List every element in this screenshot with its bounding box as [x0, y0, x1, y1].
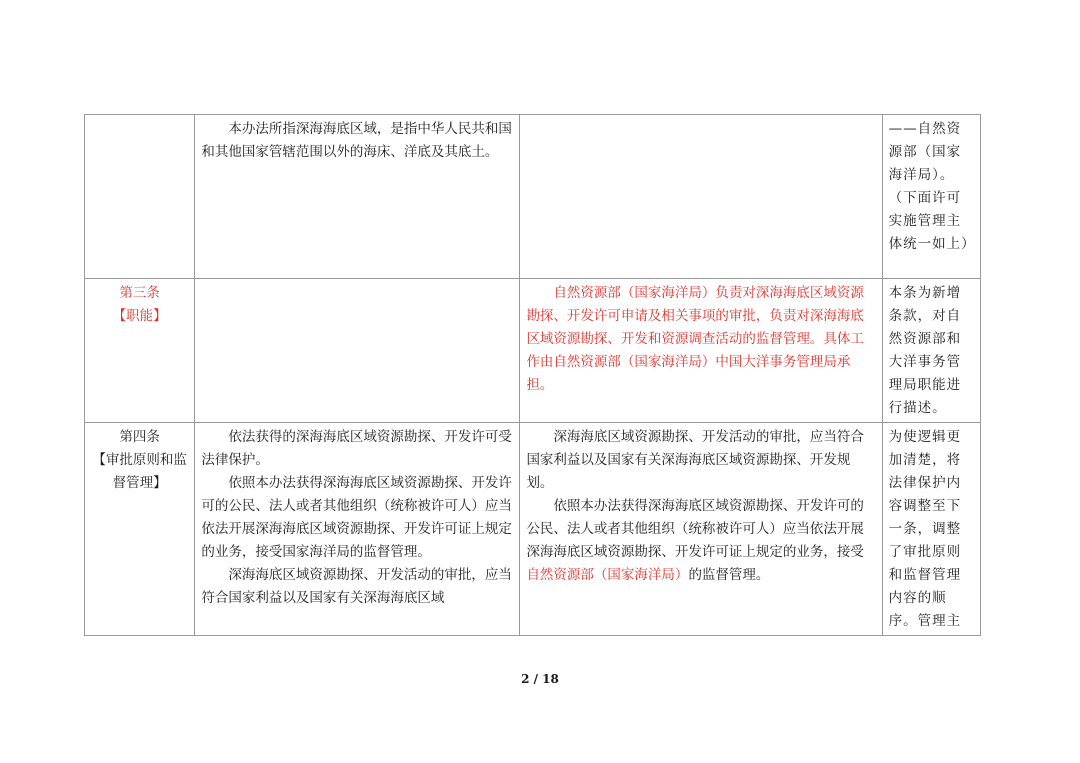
- article-cell: [85, 115, 195, 279]
- original-paragraph: 本办法所指深海海底区域，是指中华人民共和国和其他国家管辖范围以外的海床、洋底及其底土。: [201, 121, 512, 160]
- table-row: [85, 279, 981, 423]
- comparison-table: [84, 114, 981, 636]
- note-text: ——自然资源部（国家海洋局）。（下面许可实施管理主体统一如上）: [888, 121, 976, 252]
- article-number: 第四条: [119, 429, 160, 445]
- revised-paragraph: [526, 495, 875, 587]
- original-text-cell: [195, 423, 520, 636]
- table-row: [85, 115, 981, 279]
- page-number: 2 / 18: [521, 672, 559, 686]
- note-text: 为使逻辑更加清楚，将法律保护内容调整至下一条，调整了审批原则和监督管理内容的顺序。管理主: [888, 429, 962, 629]
- original-paragraph: 依法获得的深海海底区域资源勘探、开发许可受法律保护。: [201, 429, 512, 468]
- note-cell: [882, 423, 980, 636]
- original-text-cell: [195, 115, 520, 279]
- note-cell: [882, 115, 980, 279]
- revised-paragraph: 深海海底区域资源勘探、开发活动的审批，应当符合国家利益以及国家有关深海海底区域资源勘探、开发规划。: [526, 429, 864, 491]
- revised-text-cell: [520, 279, 882, 423]
- revised-text-cell: [520, 423, 882, 636]
- article-cell: [85, 279, 195, 423]
- table-row: [85, 423, 981, 636]
- note-text: 本条为新增条款，对自然资源部和大洋事务管理局职能进行描述。: [888, 285, 962, 416]
- revised-text-cell: [520, 115, 882, 279]
- article-title: 【职能】: [112, 308, 167, 324]
- original-text-cell: [195, 279, 520, 423]
- original-paragraph: 依照本办法获得深海海底区域资源勘探、开发许可的公民、法人或者其他组织（统称被许可人）应当依法开展深海海底区域资源勘探、开发许可证上规定的业务，接受国家海洋局的监督管理。: [201, 475, 512, 560]
- highlighted-change: 自然资源部（国家海洋局）: [526, 567, 689, 583]
- note-cell: [882, 279, 980, 423]
- original-paragraph: 深海海底区域资源勘探、开发活动的审批，应当符合国家利益以及国家有关深海海底区域: [201, 567, 512, 606]
- article-number: 第三条: [119, 285, 160, 301]
- revised-paragraph-tail: 的监督管理。: [688, 567, 770, 583]
- article-cell: [85, 423, 195, 636]
- article-title: 【审批原则和监督管理】: [92, 452, 187, 491]
- revised-paragraph-body: 依照本办法获得深海海底区域资源勘探、开发许可的公民、法人或者其他组织（统称被许可人）应当依法开展深海海底区域资源勘探、开发许可证上规定的业务，接受: [526, 498, 864, 560]
- revised-paragraph: 自然资源部（国家海洋局）负责对深海海底区域资源勘探、开发许可申请及相关事项的审批，负责对深海海底区域资源勘探、开发和资源调查活动的监督管理。具体工作由自然资源部（国家海洋局）中国大洋事务管理局承担。: [526, 285, 864, 393]
